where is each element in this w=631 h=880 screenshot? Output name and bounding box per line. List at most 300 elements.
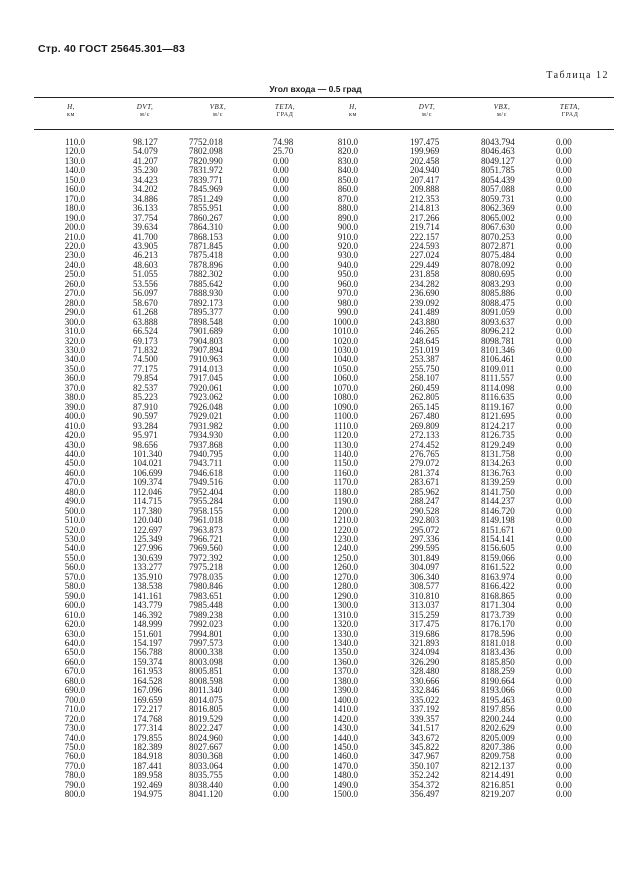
table-cell: 192.469 [133,779,163,790]
table-cell: 217.266 [410,212,440,223]
table-cell: 0.00 [556,694,572,705]
table-cell: 250.0 [64,269,85,280]
table-cell: 8030.368 [189,751,223,762]
table-cell: 1190.0 [333,496,358,507]
table-cell: 0.00 [273,184,289,195]
table-cell: 0.00 [556,515,572,526]
table-cell: 190.0 [64,212,85,223]
table-cell: 8038.440 [189,779,223,790]
table-cell: 95.971 [133,430,158,441]
header-name: ТЕТА, [559,103,581,111]
table-cell: 0.00 [273,344,289,355]
table-cell: 1170.0 [333,477,358,488]
table-cell: 0.00 [273,382,289,393]
table-cell: 8067.630 [481,222,515,233]
table-cell: 1340.0 [333,638,358,649]
column-dvt-left [133,138,193,800]
table-cell: 0.00 [556,307,572,318]
table-cell: 0.00 [273,666,289,677]
table-cell: 1100.0 [333,411,358,422]
table-cell: 39.634 [133,222,158,233]
table-cell: 150.0 [64,174,85,185]
table-label: Таблица 12 [546,70,609,81]
table-cell: 1030.0 [333,344,358,355]
table-cell: 265.145 [410,401,440,412]
table-cell: 174.768 [133,713,163,724]
table-cell: 0.00 [556,382,572,393]
table-cell: 87.910 [133,401,158,412]
table-cell: 1500.0 [333,789,358,800]
table-cell: 580.0 [64,581,85,592]
table-cell: 0.00 [273,439,289,450]
table-cell: 0.00 [273,628,289,639]
column-h-left [40,138,85,800]
table-cell: 222.157 [410,231,440,242]
header-unit: м/с [140,112,150,118]
table-cell: 0.00 [556,638,572,649]
table-cell: 7978.035 [189,571,223,582]
table-cell: 550.0 [64,552,85,563]
table-cell: 0.00 [556,326,572,337]
table-cell: 0.00 [273,240,289,251]
table-cell: 7934.930 [189,430,223,441]
table-cell: 0.00 [273,467,289,478]
table-cell: 0.00 [556,666,572,677]
table-cell: 339.357 [410,713,440,724]
table-cell: 7878.896 [189,259,223,270]
table-cell: 8134.263 [481,458,515,469]
table-cell: 0.00 [556,552,572,563]
table-cell: 135.910 [133,571,163,582]
table-cell: 0.00 [556,789,572,800]
table-cell: 0.00 [273,505,289,516]
table-cell: 130.0 [64,155,85,166]
table-cell: 120.040 [133,515,163,526]
table-cell: 0.00 [273,789,289,800]
table-cell: 0.00 [556,458,572,469]
table-cell: 0.00 [556,240,572,251]
table-cell: 880.0 [337,203,358,214]
table-cell: 700.0 [64,694,85,705]
table-cell: 310.810 [410,590,440,601]
table-cell: 1200.0 [333,505,358,516]
table-cell: 0.00 [556,430,572,441]
table-cell: 0.00 [273,496,289,507]
table-cell: 214.813 [410,203,440,214]
page-header: Стр. 40 ГОСТ 25645.301—83 [38,43,186,55]
table-cell: 7845.969 [189,184,223,195]
table-cell: 920.0 [337,240,358,251]
table-cell: 8193.066 [481,685,515,696]
table-cell: 0.00 [273,562,289,573]
table-cell: 740.0 [64,732,85,743]
table-cell: 0.00 [273,231,289,242]
table-cell: 1310.0 [333,609,358,620]
table-cell: 8114.098 [481,382,515,393]
table-cell: 1320.0 [333,619,358,630]
table-cell: 1090.0 [333,401,358,412]
table-cell: 0.00 [556,581,572,592]
table-cell: 1000.0 [333,316,358,327]
table-cell: 8057.088 [481,184,515,195]
table-cell: 0.00 [556,486,572,497]
table-cell: 600.0 [64,600,85,611]
table-cell: 0.00 [556,571,572,582]
table-cell: 1060.0 [333,373,358,384]
table-cell: 1180.0 [333,486,358,497]
table-cell: 34.886 [133,193,158,204]
table-cell: 490.0 [64,496,85,507]
table-cell: 830.0 [337,155,358,166]
table-cell: 8027.667 [189,742,223,752]
header-dvt-left [110,103,180,119]
table-cell: 148.999 [133,619,163,630]
table-cell: 90.597 [133,411,158,422]
table-cell: 53.556 [133,278,158,289]
table-cell: 34.202 [133,184,158,195]
table-cell: 960.0 [337,278,358,289]
table-cell: 7839.771 [189,174,223,185]
table-cell: 1240.0 [333,543,358,554]
table-cell: 160.0 [64,184,85,195]
table-cell: 0.00 [273,534,289,545]
table-cell: 7946.618 [189,467,223,478]
table-cell: 690.0 [64,685,85,696]
table-cell: 8043.794 [481,137,515,147]
table-cell: 8209.758 [481,751,515,762]
table-cell: 1080.0 [333,392,358,403]
table-cell: 7969.560 [189,543,223,554]
table-cell: 1050.0 [333,363,358,374]
table-cell: 540.0 [64,543,85,554]
header-name: DVT, [418,103,436,111]
table-cell: 140.0 [64,165,85,176]
table-cell: 253.387 [410,354,440,365]
table-cell: 219.714 [410,222,440,233]
table-cell: 0.00 [556,155,572,166]
table-cell: 7943.711 [189,458,223,469]
table-cell: 1370.0 [333,666,358,677]
table-cell: 7860.267 [189,212,223,223]
table-cell: 0.00 [273,203,289,214]
table-cell: 8101.346 [481,344,515,355]
table-cell: 1230.0 [333,534,358,545]
header-teta-right [535,103,605,119]
table-cell: 251.019 [410,344,440,355]
table-cell: 7851.249 [189,193,223,204]
table-cell: 0.00 [556,137,572,147]
table-cell: 520.0 [64,524,85,535]
header-unit: м/с [422,112,432,118]
table-cell: 0.00 [273,458,289,469]
table-cell: 7907.894 [189,344,223,355]
table-cell: 0.00 [556,411,572,422]
column-dvt-right [410,138,470,800]
table-cell: 0.00 [273,486,289,497]
header-unit: ГРАД [561,112,579,118]
table-cell: 530.0 [64,534,85,545]
table-cell: 8202.629 [481,723,515,734]
table-cell: 1110.0 [333,420,358,431]
table-cell: 8065.002 [481,212,515,223]
table-cell: 0.00 [273,448,289,459]
table-cell: 7983.651 [189,590,223,601]
table-cell: 630.0 [64,628,85,639]
table-cell: 7920.061 [189,382,223,393]
table-cell: 0.00 [556,751,572,762]
table-cell: 151.601 [133,628,163,639]
table-cell: 197.475 [410,137,440,147]
table-cell: 300.0 [64,316,85,327]
table-cell: 0.00 [556,619,572,630]
table-cell: 0.00 [556,193,572,204]
table-cell: 770.0 [64,760,85,771]
table-cell: 8156.605 [481,543,515,554]
table-cell: 8144.237 [481,496,515,507]
table-cell: 106.699 [133,467,163,478]
table-cell: 146.392 [133,609,163,620]
table-cell: 321.893 [410,638,440,649]
table-cell: 301.849 [410,552,440,563]
table-cell: 0.00 [273,259,289,270]
table-cell: 7855.951 [189,203,223,214]
table-cell: 0.00 [273,543,289,554]
table-cell: 0.00 [556,562,572,573]
table-cell: 167.096 [133,685,163,696]
table-cell: 0.00 [556,297,572,308]
table-cell: 8171.304 [481,600,515,611]
table-cell: 1250.0 [333,552,358,563]
table-cell: 98.127 [133,137,158,147]
table-cell: 7975.218 [189,562,223,573]
table-cell: 0.00 [273,174,289,185]
table-cell: 0.00 [273,222,289,233]
table-cell: 8033.064 [189,760,223,771]
table-cell: 7994.801 [189,628,223,639]
table-cell: 0.00 [556,600,572,611]
table-cell: 71.832 [133,344,158,355]
table-cell: 0.00 [273,250,289,261]
table-cell: 248.645 [410,335,440,346]
table-cell: 35.230 [133,165,158,176]
table-cell: 8019.529 [189,713,223,724]
table-cell: 0.00 [556,477,572,488]
table-cell: 295.072 [410,524,440,535]
table-cell: 750.0 [64,742,85,752]
table-cell: 1480.0 [333,770,358,781]
table-cell: 8106.461 [481,354,515,365]
table-cell: 7882.302 [189,269,223,280]
table-cell: 43.905 [133,240,158,251]
table-cell: 810.0 [337,137,358,147]
table-cell: 8149.198 [481,515,515,526]
table-cell: 8190.664 [481,675,515,686]
table-cell: 930.0 [337,250,358,261]
table-cell: 138.538 [133,581,163,592]
table-cell: 0.00 [556,174,572,185]
table-cell: 319.686 [410,628,440,639]
table-cell: 0.00 [556,439,572,450]
table-cell: 0.00 [556,713,572,724]
table-cell: 0.00 [556,534,572,545]
table-cell: 0.00 [273,770,289,781]
table-cell: 114.715 [133,496,162,507]
table-cell: 0.00 [273,269,289,280]
table-cell: 1350.0 [333,647,358,658]
header-name: VBX, [493,103,511,111]
table-cell: 7955.284 [189,496,223,507]
table-cell: 0.00 [556,392,572,403]
table-cell: 870.0 [337,193,358,204]
table-cell: 0.00 [556,354,572,365]
table-cell: 354.372 [410,779,440,790]
table-cell: 63.888 [133,316,158,327]
table-cell: 0.00 [273,165,289,176]
table-cell: 8078.092 [481,259,515,270]
table-cell: 229.449 [410,259,440,270]
table-cell: 98.656 [133,439,158,450]
table-cell: 330.666 [410,675,440,686]
table-cell: 0.00 [273,638,289,649]
table-cell: 0.00 [273,392,289,403]
table-cell: 0.00 [556,448,572,459]
table-cell: 8049.127 [481,155,515,166]
table-cell: 0.00 [273,685,289,696]
table-cell: 0.00 [273,619,289,630]
table-cell: 258.107 [410,373,440,384]
header-unit: м/с [497,112,507,118]
table-cell: 0.00 [556,278,572,289]
header-teta-left [250,103,320,119]
table-cell: 7910.963 [189,354,223,365]
table-cell: 306.340 [410,571,440,582]
table-cell: 101.340 [133,448,163,459]
table-cell: 7752.018 [189,137,223,147]
table-cell: 980.0 [337,297,358,308]
table-cell: 51.055 [133,269,158,280]
header-h-right [318,103,388,119]
table-cell: 332.846 [410,685,440,696]
table-cell: 8016.805 [189,704,223,715]
table-cell: 7904.803 [189,335,223,346]
table-cell: 0.00 [556,401,572,412]
table-cell: 410.0 [64,420,85,431]
table-cell: 283.671 [410,477,440,488]
table-cell: 8005.851 [189,666,223,677]
table-cell: 0.00 [273,193,289,204]
table-cell: 1390.0 [333,685,358,696]
table-cell: 156.788 [133,647,163,658]
table-cell: 590.0 [64,590,85,601]
table-cell: 8212.137 [481,760,515,771]
header-unit: м/с [213,112,223,118]
header-vbx-left [183,103,253,119]
table-cell: 8008.598 [189,675,223,686]
header-name: H, [67,103,75,111]
table-cell: 0.00 [273,326,289,337]
table-cell: 8091.059 [481,307,515,318]
table-cell: 8146.720 [481,505,515,516]
table-cell: 177.314 [133,723,163,734]
table-cell: 37.754 [133,212,158,223]
table-cell: 127.996 [133,543,163,554]
table-cell: 1270.0 [333,571,358,582]
table-cell: 8159.066 [481,552,515,563]
table-cell: 480.0 [64,486,85,497]
table-cell: 0.00 [273,411,289,422]
table-cell: 0.00 [273,704,289,715]
table-cell: 7892.173 [189,297,223,308]
table-cell: 85.223 [133,392,158,403]
table-cell: 224.593 [410,240,440,251]
table-cell: 189.958 [133,770,163,781]
table-cell: 1120.0 [333,430,358,441]
table-cell: 328.480 [410,666,440,677]
table-cell: 320.0 [64,335,85,346]
table-cell: 341.517 [410,723,440,734]
table-cell: 0.00 [273,751,289,762]
table-cell: 0.00 [273,581,289,592]
table-cell: 8096.212 [481,326,515,337]
table-cell: 8141.750 [481,486,515,497]
table-cell: 7895.377 [189,307,223,318]
table-cell: 8200.244 [481,713,515,724]
table-cell: 8161.522 [481,562,515,573]
table-cell: 8116.635 [481,392,515,403]
table-cell: 1360.0 [333,656,358,667]
table-cell: 109.374 [133,477,163,488]
table-cell: 231.858 [410,269,440,280]
table-cell: 0.00 [556,420,572,431]
table-cell: 56.097 [133,288,158,299]
table-cell: 61.268 [133,307,158,318]
table-cell: 240.0 [64,259,85,270]
table-cell: 400.0 [64,411,85,422]
table-cell: 340.0 [64,354,85,365]
table-cell: 1410.0 [333,704,358,715]
table-cell: 243.880 [410,316,440,327]
table-cell: 560.0 [64,562,85,573]
table-cell: 360.0 [64,373,85,384]
table-cell: 7917.045 [189,373,223,384]
table-cell: 255.750 [410,363,440,374]
table-cell: 780.0 [64,770,85,781]
table-cell: 8195.463 [481,694,515,705]
header-h-left [36,103,106,119]
table-cell: 8185.850 [481,656,515,667]
table-cell: 380.0 [64,392,85,403]
table-cell: 0.00 [273,524,289,535]
table-cell: 304.097 [410,562,440,573]
table-cell: 790.0 [64,779,85,790]
table-cell: 54.079 [133,146,158,157]
table-cell: 0.00 [556,779,572,790]
table-cell: 1220.0 [333,524,358,535]
table-cell: 154.197 [133,638,163,649]
table-cell: 890.0 [337,212,358,223]
table-cell: 0.00 [556,685,572,696]
table-cell: 0.00 [273,363,289,374]
table-cell: 345.822 [410,742,440,752]
table-cell: 1280.0 [333,581,358,592]
table-cell: 7898.548 [189,316,223,327]
table-cell: 0.00 [273,713,289,724]
table-cell: 1300.0 [333,600,358,611]
table-cell: 510.0 [64,515,85,526]
table-cell: 209.888 [410,184,440,195]
table-cell: 212.353 [410,193,440,204]
table-cell: 570.0 [64,571,85,582]
